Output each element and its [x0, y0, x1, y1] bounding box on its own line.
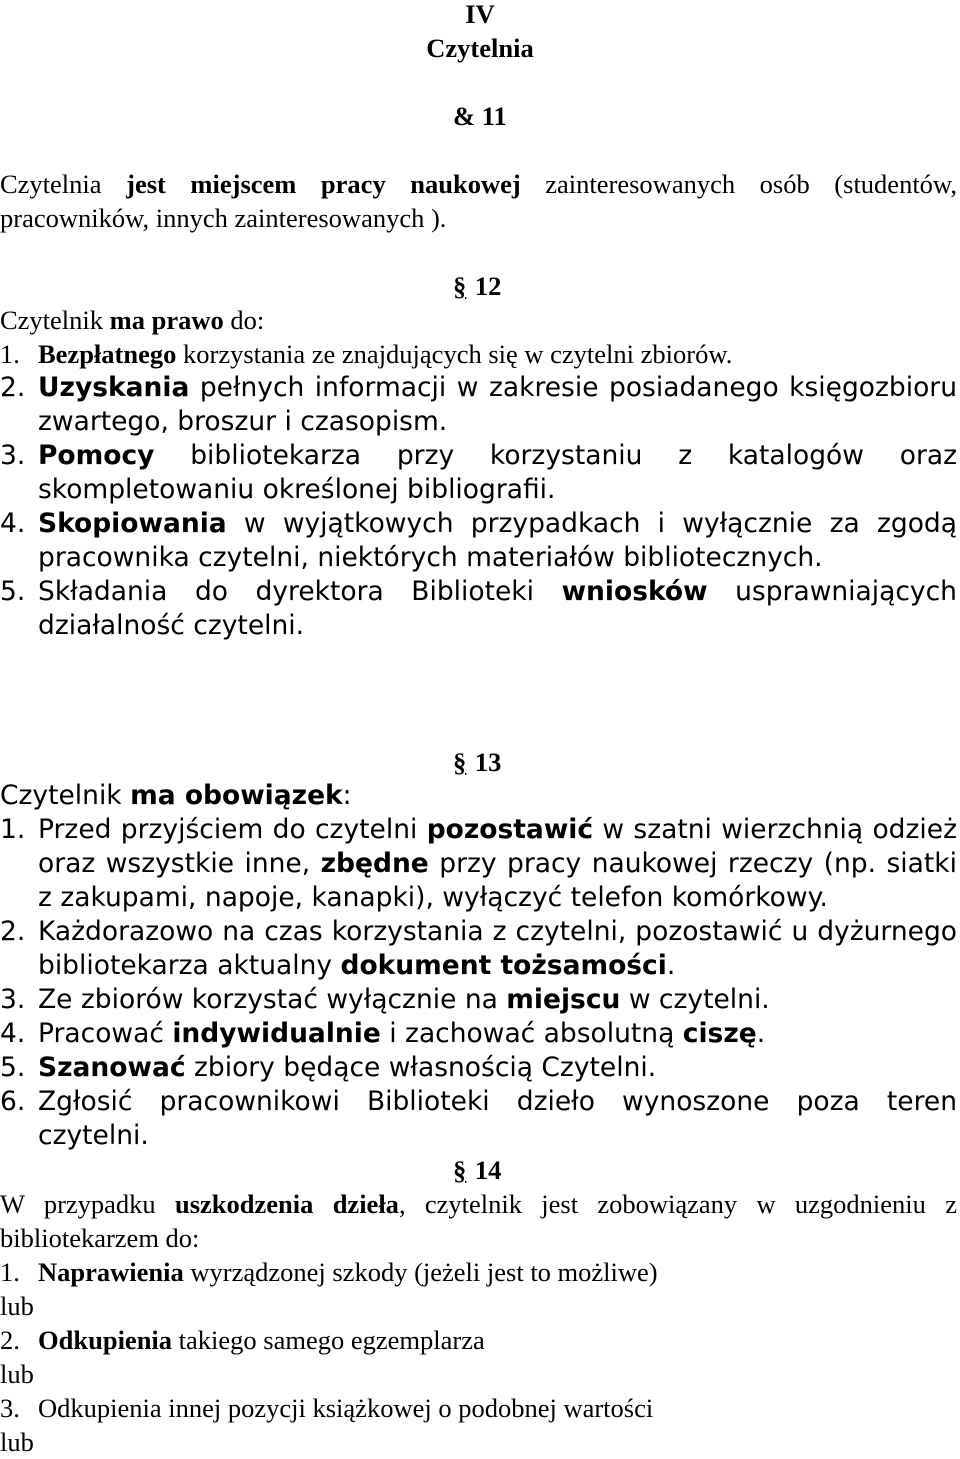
section-sign: § [453, 271, 467, 301]
section-number: 12 [474, 271, 502, 301]
text-run: i zachować absolutną [380, 1018, 683, 1049]
section-13-intro [0, 779, 957, 813]
section-14-line-4 [0, 1357, 957, 1391]
section-13-item-6 [0, 1085, 957, 1153]
text-run: : [342, 780, 352, 811]
text-run: w wyjątkowych przypadkach i wyłącznie za zgodą pracownika czytelni, niektórych materiałów bibliotecznych. [38, 508, 957, 573]
text-run: przy pracy naukowej rzeczy (np. siatki z zakupami, napoje, kanapki), wyłączyć telefon komórkowy. [38, 848, 958, 913]
item-number: 6. [0, 1086, 26, 1117]
text-run: Składania do dyrektora Biblioteki [38, 576, 562, 607]
text-run: Odkupienia innej pozycji książkowej o podobnej wartości [38, 1393, 654, 1423]
emphasis-text: Pomocy [38, 440, 155, 471]
text-run: Każdorazowo na czas korzystania z czytelni, pozostawić u dyżurnego bibliotekarza aktualny [38, 916, 957, 981]
emphasis-text: dokument tożsamości [340, 950, 667, 981]
emphasis-text: Odkupienia [38, 1325, 173, 1355]
emphasis-text: jest miejscem pracy naukowej [126, 169, 521, 199]
section-13-item-4 [0, 1017, 957, 1051]
text-run: , czytelnik jest zobowiązany w uzgodnieniu z bibliotekarzem do: [0, 1189, 957, 1253]
item-number: 4. [0, 508, 26, 539]
section-14-line-3 [0, 1323, 957, 1357]
text-run: do: [223, 305, 265, 335]
emphasis-text: pozostawić [426, 814, 594, 845]
item-number: 2. [0, 372, 26, 403]
text-run: usprawniających działalność czytelni. [38, 576, 957, 641]
item-number: 1. [0, 814, 26, 845]
section-13-item-1 [0, 813, 957, 915]
section-12-item-4 [0, 507, 957, 575]
emphasis-text: Szanować [38, 1052, 186, 1083]
text-run: lub [0, 1359, 34, 1389]
section-12-item-2 [0, 371, 957, 439]
emphasis-text: Uzyskania [38, 372, 190, 403]
emphasis-text: wniosków [561, 576, 708, 607]
text-run: pełnych informacji w zakresie posiadanego księgozbioru zwartego, broszur i czasopism. [38, 372, 957, 437]
section-11-heading: & 11 [453, 101, 507, 131]
section-13-heading [453, 745, 501, 779]
emphasis-text: Skopiowania [38, 508, 227, 539]
section-14-line-2 [0, 1289, 957, 1323]
emphasis-text: Bezpłatnego [38, 339, 177, 369]
emphasis-text: ma obowiązek [130, 780, 343, 811]
section-14-line-6 [0, 1425, 957, 1459]
item-number: 3. [0, 1393, 20, 1423]
emphasis-text: zbędne [320, 848, 429, 879]
emphasis-text: indywidualnie [172, 1018, 381, 1049]
section-13-item-3 [0, 983, 957, 1017]
item-number: 5. [0, 576, 26, 607]
chapter-title: Czytelnia [426, 33, 534, 63]
text-run: lub [0, 1427, 34, 1457]
text-run: zainteresowanych osób (studentów, pracowników, innych zainteresowanych ). [0, 169, 957, 233]
text-run: Czytelnia [0, 169, 127, 199]
item-number: 5. [0, 1052, 26, 1083]
text-run: Pracować [38, 1018, 173, 1049]
text-run: Przed przyjściem do czytelni [38, 814, 427, 845]
text-run: W przypadku [0, 1189, 175, 1219]
text-run: Ze zbiorów korzystać wyłącznie na [38, 984, 507, 1015]
section-14-line-5 [0, 1391, 957, 1425]
item-number: 1. [0, 339, 20, 369]
text-run: takiego samego egzemplarza [172, 1325, 485, 1355]
section-sign: § [453, 747, 467, 777]
section-12-item-3 [0, 439, 957, 507]
text-run: korzystania ze znajdujących się w czytelni zbiorów. [176, 339, 733, 369]
text-run: Zgłosić pracownikowi Biblioteki dzieło wynoszone poza teren czytelni. [38, 1086, 957, 1151]
section-11-text [0, 167, 957, 235]
item-number: 3. [0, 984, 26, 1015]
text-run: bibliotekarza przy korzystaniu z katalogów oraz skompletowaniu określonej bibliografii. [38, 440, 957, 505]
section-13-item-5 [0, 1051, 957, 1085]
text-run: lub [0, 1291, 34, 1321]
section-sign: § [453, 1155, 467, 1185]
chapter-roman: IV [465, 0, 495, 29]
emphasis-text: uszkodzenia dzieła [174, 1189, 399, 1219]
section-number: 13 [474, 747, 502, 777]
emphasis-text: ciszę [682, 1018, 757, 1049]
section-12-heading [453, 269, 501, 303]
emphasis-text: ma prawo [109, 305, 224, 335]
text-run: . [666, 950, 676, 981]
text-run: zbiory będące własnością Czytelni. [185, 1052, 657, 1083]
item-number: 4. [0, 1018, 26, 1049]
section-12-item-1 [0, 337, 957, 371]
text-run: w szatni wierzchnią odzież oraz wszystkie inne, [38, 814, 957, 879]
text-run: wyrządzonej szkody (jeżeli jest to możliwe) [183, 1257, 658, 1287]
text-run: w czytelni. [620, 984, 770, 1015]
item-number: 3. [0, 440, 26, 471]
section-12-intro [0, 303, 957, 337]
text-run: . [756, 1018, 766, 1049]
section-13-item-2 [0, 915, 957, 983]
section-number: 14 [474, 1155, 502, 1185]
text-run: Czytelnik [0, 305, 110, 335]
text-run: Czytelnik [0, 780, 131, 811]
section-14-line-1 [0, 1255, 957, 1289]
section-14-heading [453, 1153, 501, 1187]
item-number: 1. [0, 1257, 20, 1287]
emphasis-text: miejscu [506, 984, 621, 1015]
section-12-item-5 [0, 575, 957, 643]
item-number: 2. [0, 1325, 20, 1355]
item-number: 2. [0, 916, 26, 947]
section-14-intro [0, 1187, 957, 1255]
emphasis-text: Naprawienia [38, 1257, 184, 1287]
